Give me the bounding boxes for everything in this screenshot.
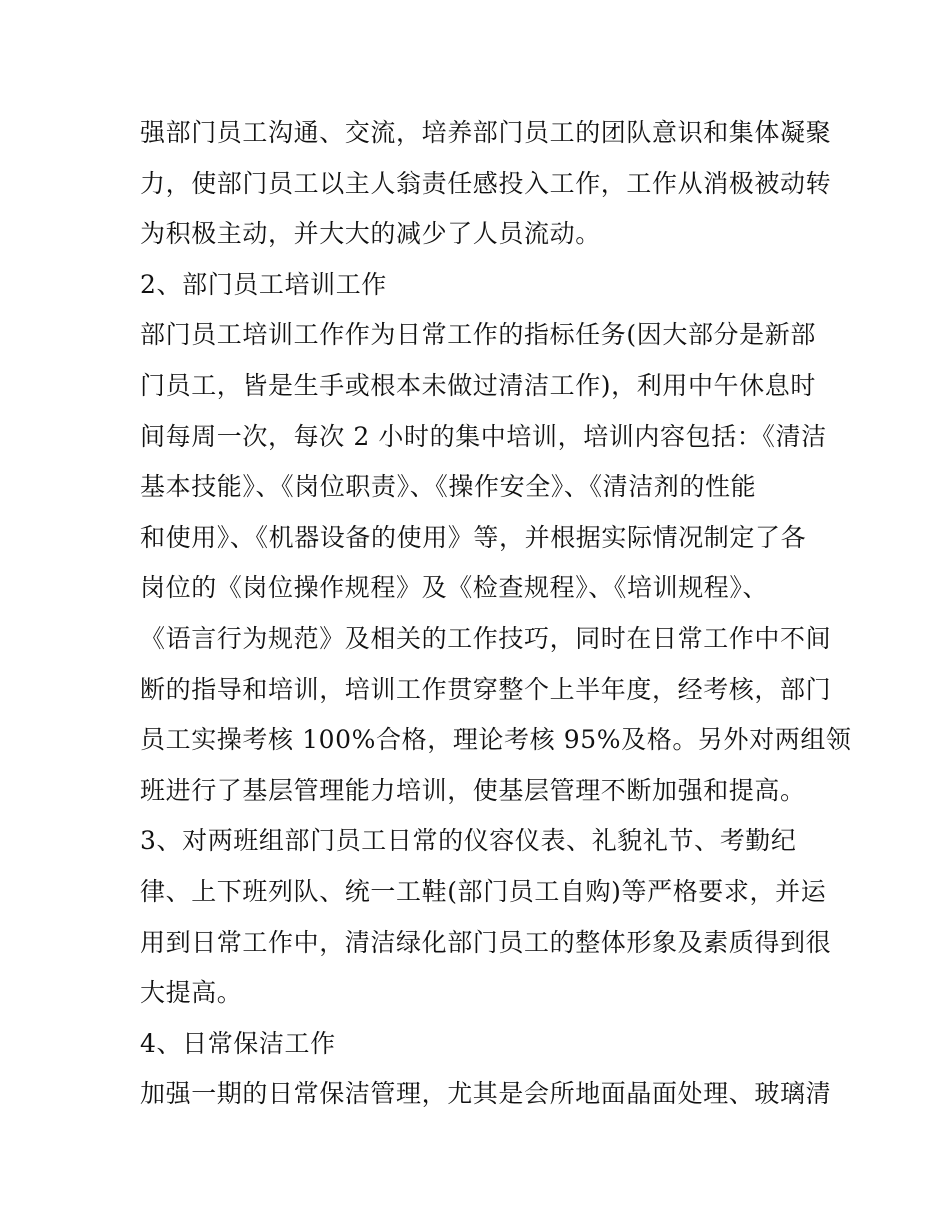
text-line: 断的指导和培训，培训工作贯穿整个上半年度，经考核，部门 <box>140 674 832 704</box>
text-line: 部门员工培训工作作为日常工作的指标任务(因大部分是新部 <box>140 320 816 350</box>
section-heading: 3、对两班组部门员工日常的仪容仪表、礼貌礼节、考勤纪 <box>140 826 797 856</box>
text-line: 岗位的《岗位操作规程》及《检查规程》、《培训规程》、 <box>140 573 769 603</box>
text-line: 间每周一次，每次 2 小时的集中培训，培训内容包括：《清洁 <box>140 421 827 451</box>
text-line: 律、上下班列队、统一工鞋(部门员工自购)等严格要求，并运 <box>140 876 827 906</box>
document-body <box>140 108 852 1120</box>
text-line: 加强一期的日常保洁管理，尤其是会所地面晶面处理、玻璃清 <box>140 1079 832 1109</box>
text-line: 员工实操考核 100%合格，理论考核 95%及格。另外对两组领 <box>140 725 852 755</box>
text-line: 门员工，皆是生手或根本未做过清洁工作)，利用中午休息时 <box>140 370 816 400</box>
text-line: 强部门员工沟通、交流，培养部门员工的团队意识和集体凝聚 <box>140 118 832 147</box>
text-line: 为积极主动，并大大的减少了人员流动。 <box>140 219 601 249</box>
text-line: 大提高。 <box>140 978 243 1008</box>
text-line: 班进行了基层管理能力培训，使基层管理不断加强和提高。 <box>140 775 806 805</box>
section-heading: 2、部门员工培训工作 <box>140 269 387 299</box>
text-line: 用到日常工作中，清洁绿化部门员工的整体形象及素质得到很 <box>140 927 832 957</box>
text-line: 基本技能》、《岗位职责》、《操作安全》、《清洁剂的性能 <box>140 472 757 502</box>
section-heading: 4、日常保洁工作 <box>140 1028 336 1058</box>
text-line: 《语言行为规范》及相关的工作技巧，同时在日常工作中不间 <box>140 623 832 653</box>
text-line: 力，使部门员工以主人翁责任感投入工作，工作从消极被动转 <box>140 168 832 198</box>
text-line: 和使用》、《机器设备的使用》等，并根据实际情况制定了各 <box>140 522 807 552</box>
